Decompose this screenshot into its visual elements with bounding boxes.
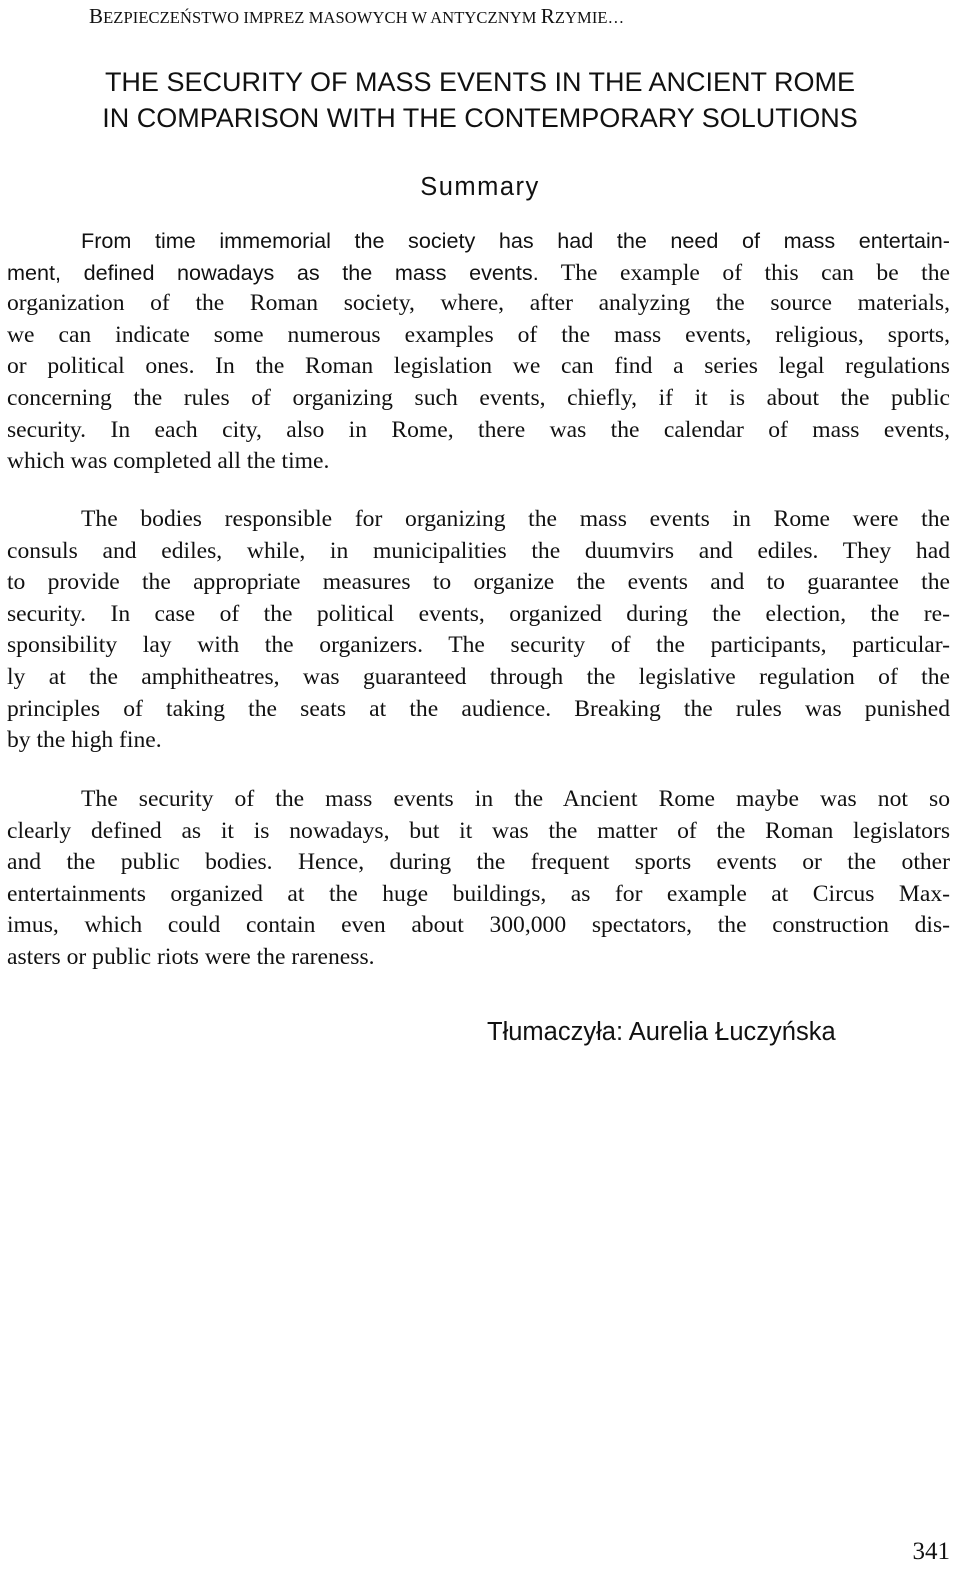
paragraph-line-segment: or political ones. <box>7 353 195 380</box>
summary-paragraph-2 <box>7 504 950 757</box>
paragraph-line: The security of the mass events in the Ancient Rome maybe was not so <box>81 786 950 812</box>
running-header <box>89 4 624 29</box>
paragraph-line <box>7 257 950 289</box>
paragraph-line: sponsibility lay with the organizers. The security of the participants, particular- <box>7 632 950 659</box>
title-line-2: IN COMPARISON WITH THE CONTEMPORARY SOLUTIONS <box>102 103 858 133</box>
translator-credit: Tłumaczyła: Aurelia Łuczyńska <box>487 1018 836 1046</box>
paragraph-line: which was completed all the time. <box>7 448 330 475</box>
paragraph-line: security. In case of the political events, organized during the election, the re- <box>7 600 950 627</box>
paragraph-line: to provide the appropriate measures to organize the events and to guarantee the <box>7 569 950 596</box>
paragraph-line: organization of the Roman society, where, after analyzing the source materials, <box>7 290 950 317</box>
paragraph-line: imus, which could contain even about 300,000 spectators, the construction dis- <box>7 912 950 939</box>
paragraph-line-segment: ment, defined nowadays as the mass events. <box>7 259 539 285</box>
paragraph-line <box>7 351 950 383</box>
title-line-1: THE SECURITY OF MASS EVENTS IN THE ANCIENT ROME <box>104 67 856 97</box>
paragraph-line: principles of taking the seats at the audience. Breaking the rules was punished <box>7 695 950 722</box>
paragraph-line-segment: In each city, also in Rome, there was the calendar of mass events, <box>86 416 950 443</box>
paragraph-line-segment: The example of this can be the <box>538 259 950 286</box>
running-header-initial-r: R <box>540 4 555 28</box>
paragraph-line: ly at the amphitheatres, was guaranteed through the legislative regulation of the <box>7 663 950 690</box>
paragraph-line: consuls and ediles, while, in municipalities the duumvirs and ediles. They had <box>7 537 950 564</box>
paragraph-line-segment: In the Roman legislation we can find a series legal regulations <box>194 353 950 380</box>
paragraph-line-segment: security. <box>7 416 87 443</box>
article-title <box>0 64 960 136</box>
paragraph-line: by the high fine. <box>7 727 162 754</box>
paragraph-line: and the public bodies. Hence, during the frequent sports events or the other <box>7 849 950 876</box>
summary-paragraph-3 <box>7 784 950 974</box>
paragraph-line <box>7 415 950 447</box>
page-number: 341 <box>912 1538 950 1565</box>
paragraph-line: asters or public riots were the rareness. <box>7 943 375 970</box>
running-header-initial: B <box>89 4 104 28</box>
paragraph-line: concerning the rules of organizing such events, chiefly, if it is about the public <box>7 384 950 411</box>
running-header-text: EZPIECZEŃSTWO IMPREZ MASOWYCH W ANTYCZNYM <box>103 8 541 27</box>
paragraph-line: clearly defined as it is nowadays, but it was the matter of the Roman legislators <box>7 817 950 844</box>
summary-paragraph-1 <box>7 225 950 478</box>
paragraph-line: we can indicate some numerous examples of the mass events, religious, sports, <box>7 321 950 348</box>
running-header-text-end: ZYMIE… <box>554 8 625 27</box>
paragraph-line: From time immemorial the society has had the need of mass entertain- <box>81 228 950 253</box>
summary-heading: Summary <box>420 173 540 201</box>
paragraph-line: The bodies responsible for organizing the mass events in Rome were the <box>81 506 950 532</box>
paragraph-line: entertainments organized at the huge buildings, as for example at Circus Max- <box>7 880 950 907</box>
